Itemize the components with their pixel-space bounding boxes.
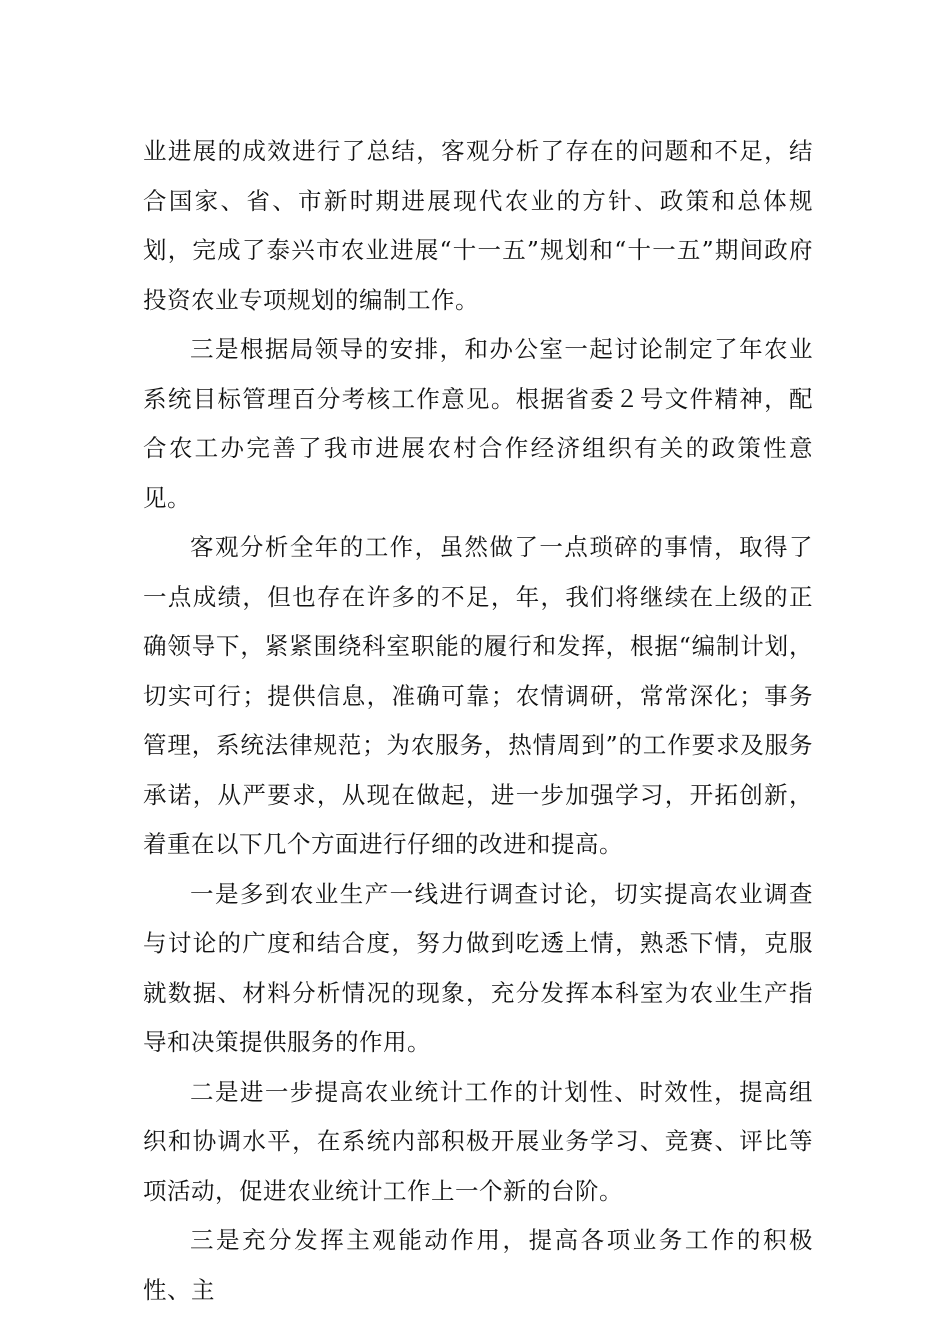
paragraph-6: 三是充分发挥主观能动作用，提高各项业务工作的积极性、主 <box>143 1226 813 1304</box>
paragraph-1: 业进展的成效进行了总结，客观分析了存在的问题和不足，结合国家、省、市新时期进展现代农业的方针、政策和总体规划，完成了泰兴市农业进展“十一五”规划和“十一五”期间政府投资农业专项规划的编制工作。 <box>143 137 813 314</box>
paragraph-2: 三是根据局领导的安排，和办公室一起讨论制定了年农业系统目标管理百分考核工作意见。根据省委２号文件精神，配合农工办完善了我市进展农村合作经济组织有关的政策性意见。 <box>143 335 813 512</box>
paragraph-4: 一是多到农业生产一线进行调查讨论，切实提高农业调查与讨论的广度和结合度，努力做到吃透上情，熟悉下情，克服就数据、材料分析情况的现象，充分发挥本科室为农业生产指导和决策提供服务的作用。 <box>143 879 813 1056</box>
paragraph-5: 二是进一步提高农业统计工作的计划性、时效性，提高组织和协调水平，在系统内部积极开展业务学习、竞赛、评比等项活动，促进农业统计工作上一个新的台阶。 <box>143 1077 813 1205</box>
paragraph-3: 客观分析全年的工作，虽然做了一点琐碎的事情，取得了一点成绩，但也存在许多的不足，年，我们将继续在上级的正确领导下，紧紧围绕科室职能的履行和发挥，根据“编制计划，切实可行；提供信息，准确可靠；农情调研，常常深化；事务管理，系统法律规范；为农服务，热情周到”的工作要求及服务承诺，从严要求，从现在做起，进一步加强学习，开拓创新，着重在以下几个方面进行仔细的改进和提高。 <box>143 533 813 858</box>
document-body <box>143 127 813 1315</box>
